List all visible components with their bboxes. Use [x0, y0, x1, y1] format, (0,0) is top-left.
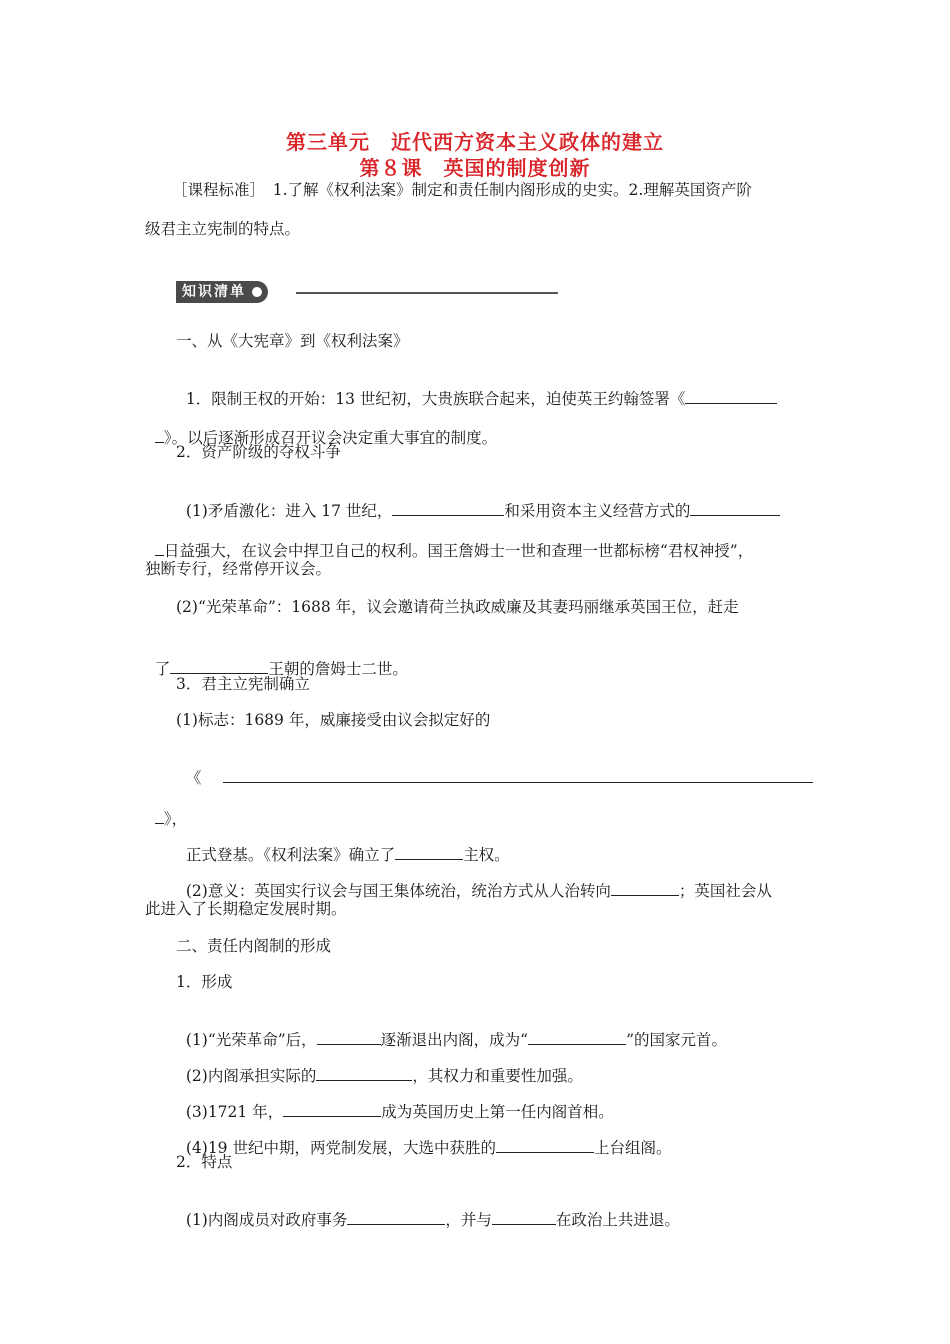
item-2-1-cont2: 独断专行，经常停开议会。: [145, 560, 332, 578]
text: ，并与: [445, 1211, 492, 1229]
text: 了: [154, 660, 171, 678]
blank: [492, 1208, 556, 1225]
blank: [611, 879, 679, 896]
blank: [223, 766, 813, 783]
text: (1)内阁成员对政府事务: [185, 1211, 348, 1229]
blank: [317, 1028, 381, 1045]
feature-1: [176, 1188, 838, 1230]
subheading-formation: 1．形成: [176, 973, 233, 991]
item-3: 3．君主立宪制确立: [176, 675, 310, 693]
heading-cabinet: 二、责任内阁制的形成: [176, 937, 332, 955]
blank: [155, 426, 164, 443]
item-2-2-cont: [145, 637, 807, 679]
text: ；英国社会从: [678, 882, 772, 900]
blank: [155, 539, 164, 556]
item-3-1: (1)标志：1689 年，威廉接受由议会拟定好的: [176, 711, 491, 729]
text: 成为英国历史上第一任内阁首相。: [381, 1103, 614, 1121]
text: 王朝的詹姆士二世。: [268, 660, 408, 678]
text: 》。以后逐渐形成召开议会决定重大事宜的制度。: [163, 429, 498, 447]
text: 日益强大，在议会中捍卫自己的权利。国王詹姆士一世和查理一世都标榜“君权神授”，: [163, 542, 754, 560]
heading-magna-carta: 一、从《大宪章》到《权利法案》: [176, 332, 409, 350]
blank: [685, 387, 777, 404]
course-standard-line1: ［课程标准］ 1.了解《权利法案》制定和责任制内阁形成的史实。2.理解英国资产阶: [172, 181, 752, 199]
lesson-title: 第８课 英国的制度创新: [359, 156, 591, 180]
text: 1．限制王权的开始：13 世纪初，大贵族联合起来，迫使英王约翰签署《: [185, 390, 686, 408]
text: ”的国家元首。: [626, 1031, 728, 1049]
text: 上台组阁。: [593, 1139, 672, 1157]
item-2-1-cont: [145, 519, 807, 561]
text: (1)“光荣革命”后，: [185, 1031, 317, 1049]
knowledge-list-badge: [176, 281, 268, 303]
text: (2)内阁承担实际的: [185, 1067, 317, 1085]
section-divider: [296, 292, 558, 294]
text: (1)矛盾激化：进入 17 世纪，: [185, 502, 393, 520]
item-1: [176, 367, 838, 409]
blank: [496, 1136, 594, 1153]
item-3-2: [176, 859, 838, 901]
item-2: 2．资产阶级的夺权斗争: [176, 443, 341, 461]
text: 在政治上共进退。: [555, 1211, 680, 1229]
badge-label: 知识清单: [182, 284, 246, 300]
blank: [392, 499, 504, 516]
text: (3)1721 年，: [185, 1103, 284, 1121]
unit-title: 第三单元 近代西方资本主义政体的建立: [286, 130, 664, 154]
blank: [170, 657, 268, 674]
bullet-icon: [252, 287, 262, 297]
text: ，其权力和重要性加强。: [412, 1067, 583, 1085]
blank: [155, 807, 164, 824]
text: (4)19 世纪中期，两党制发展，大选中获胜的: [185, 1139, 496, 1157]
text: 和采用资本主义经营方式的: [504, 502, 691, 520]
blank: [316, 1064, 412, 1081]
item-3-1-blank: [176, 746, 807, 788]
blank: [528, 1028, 626, 1045]
text: 《: [185, 769, 202, 787]
course-standard-line2: 级君主立宪制的特点。: [145, 220, 301, 238]
text: 》，: [163, 810, 188, 828]
text: 逐渐退出内阁，成为“: [380, 1031, 529, 1049]
text: 主权。: [463, 846, 510, 864]
blank: [395, 843, 463, 860]
blank: [690, 499, 780, 516]
subheading-features: 2．特点: [176, 1153, 233, 1171]
text: (2)意义：英国实行议会与国王集体统治，统治方式从人治转向: [185, 882, 611, 900]
item-2-2: (2)“光荣革命”：1688 年，议会邀请荷兰执政威廉及其妻玛丽继承英国王位，赶走: [176, 598, 739, 616]
text: 正式登基。《权利法案》确立了: [185, 846, 396, 864]
item-2-1: [176, 479, 838, 521]
item-3-2-cont: 此进入了长期稳定发展时期。: [145, 900, 347, 918]
blank: [283, 1100, 381, 1117]
blank: [347, 1208, 445, 1225]
